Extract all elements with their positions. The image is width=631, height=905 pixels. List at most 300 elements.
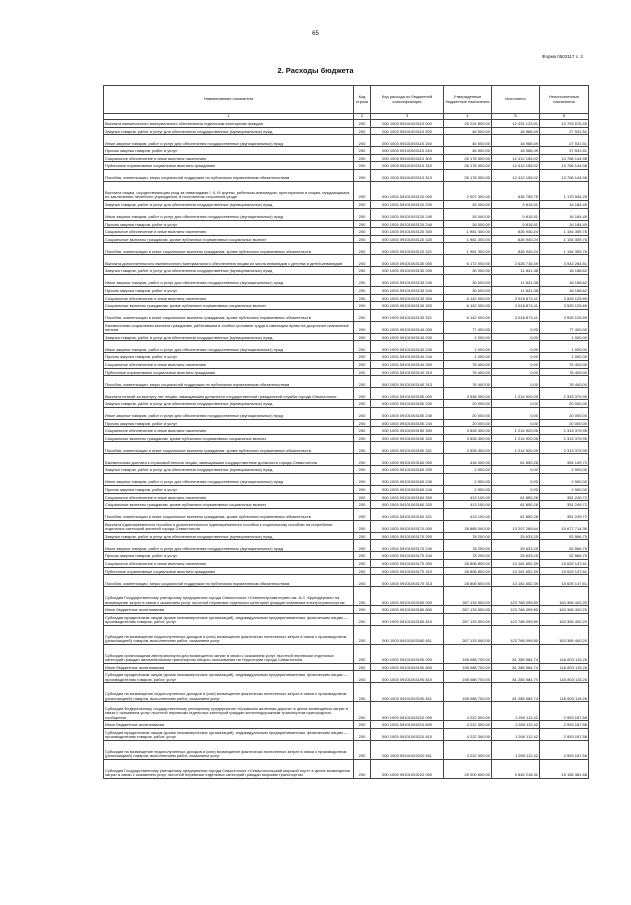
row-line-code: 200 [354, 181, 371, 200]
row-line-code: 200 [354, 302, 371, 310]
header-approved: Утвержденные бюджетные назначения [444, 86, 492, 114]
row-line-code: 200 [354, 587, 371, 606]
row-approved: 413 100,00 [444, 493, 492, 501]
row-line-code: 200 [354, 520, 371, 532]
row-name: Прочая закупка товаров, работ и услуг [104, 286, 354, 294]
row-executed: 1 269 112,42 [492, 702, 540, 721]
table-row [104, 333, 589, 341]
row-unexecuted: 18 158,62 [540, 286, 589, 294]
column-number: 2 [354, 114, 371, 120]
row-approved: 6 142 000,00 [444, 309, 492, 321]
row-name: Субсидия Государственному унитарному предприятию города Севастополя «Севэлектроавтотранс им. А.С. Круподерова» на возмещение затрат в связи с оказанием услуг льготной перевозки отдельных категорий граждан наземным электротранспортом [104, 587, 354, 606]
row-class-code: 000 1003 09101003140 300 [371, 360, 444, 368]
table-row [104, 683, 589, 702]
row-class-code: 000 1003 09101003120 300 [371, 228, 444, 236]
row-unexecuted: 76 400,00 [540, 368, 589, 376]
row-executed: 123 768 099,80 [492, 606, 540, 614]
row-unexecuted: 2 953 187,58 [540, 729, 589, 741]
row-name: Социальное обеспечение и иные выплаты населению [104, 427, 354, 435]
row-unexecuted: 3 525 125,89 [540, 309, 589, 321]
row-executed: 81 285 584,74 [492, 683, 540, 702]
row-name: Пособия, компенсации, меры социальной поддержки по публичным нормативным обязательствам [104, 169, 354, 181]
row-class-code: 000 1003 09101003110 000 [371, 120, 444, 128]
table-row [104, 721, 589, 729]
row-name: Закупка товаров, работ и услуг для обеспечения государственных (муниципальных) нужд [104, 333, 354, 341]
row-unexecuted: 20 000,00 [540, 407, 589, 419]
table-row [104, 235, 589, 243]
row-class-code: 000 1003 09101003110 313 [371, 169, 444, 181]
row-name: Иные закупки товаров, работ и услуг для обеспечения государственных (муниципальных) нужд [104, 407, 354, 419]
row-executed: 9 815,51 [492, 200, 540, 208]
row-class-code: 000 1003 09101003160 240 [371, 474, 444, 486]
row-line-code: 200 [354, 540, 371, 552]
table-row [104, 267, 589, 275]
row-approved: 6 142 000,00 [444, 294, 492, 302]
row-line-code: 200 [354, 368, 371, 376]
row-line-code: 200 [354, 560, 371, 568]
table-row [104, 388, 589, 400]
row-unexecuted: 18 158,62 [540, 267, 589, 275]
row-line-code: 200 [354, 741, 371, 760]
row-name: Ежемесячная социальная выплата гражданам, работавшим в особых условиях труда и имеющим право на досрочное назначение пенсии [104, 321, 354, 333]
row-approved: 2 900,00 [444, 466, 492, 474]
row-approved: 76 400,00 [444, 376, 492, 388]
row-unexecuted: 3 525 125,89 [540, 302, 589, 310]
row-executed: 9 815,51 [492, 220, 540, 228]
row-class-code: 000 1003 09101003120 000 [371, 181, 444, 200]
row-name: Социальное обеспечение и иные выплаты населению [104, 294, 354, 302]
row-executed: 0,00 [492, 486, 540, 494]
table-row [104, 169, 589, 181]
row-name: Закупка товаров, работ и услуг для обеспечения государственных (муниципальных) нужд [104, 532, 354, 540]
row-executed: 11 841,38 [492, 274, 540, 286]
header-unexecuted: Неисполненные назначения [540, 86, 589, 114]
row-executed: 0,00 [492, 474, 540, 486]
row-executed: 826 940,24 [492, 228, 540, 236]
row-name: Пособия, компенсации, меры социальной поддержки по публичным нормативным обязательствам [104, 376, 354, 388]
row-unexecuted: 76 400,00 [540, 360, 589, 368]
row-executed: 0,00 [492, 353, 540, 361]
row-class-code: 000 1003 09101003170 244 [371, 552, 444, 560]
row-approved: 26 178 300,00 [444, 169, 492, 181]
table-row [104, 508, 589, 520]
row-executed: 1 269 112,42 [492, 729, 540, 741]
row-name: Выплата дополнительного ежемесячного материального обеспечения лицам из числа инвалидов с детства и детей-инвалидов [104, 255, 354, 267]
row-class-code: 000 1003 09101003160 320 [371, 501, 444, 509]
row-name: Социальные выплаты гражданам, кроме публичных нормативных социальных выплат [104, 434, 354, 442]
row-name: Социальные выплаты гражданам, кроме публичных нормативных социальных выплат [104, 302, 354, 310]
row-approved: 3 548 300,00 [444, 388, 492, 400]
row-approved: 198 088 700,00 [444, 671, 492, 683]
row-unexecuted: 15 625 147,61 [540, 567, 589, 575]
row-executed: 61 850,28 [492, 501, 540, 509]
row-line-code: 200 [354, 486, 371, 494]
table-row [104, 376, 589, 388]
row-approved: 28 885 000,00 [444, 520, 492, 532]
row-class-code: 000 1003 09101003140 240 [371, 341, 444, 353]
row-approved: 26 178 300,00 [444, 154, 492, 162]
row-executed: 12 431 123,51 [492, 120, 540, 128]
row-executed: 2 616 874,11 [492, 302, 540, 310]
row-unexecuted: 1 170 544,25 [540, 181, 589, 200]
row-name: Субсидии на возмещение недополученных доходов и (или) возмещение фактически понесенных затрат в связи с производством (реализацией) товаров, выполнением работ, оказанием услуг [104, 741, 354, 760]
row-line-code: 200 [354, 663, 371, 671]
row-approved: 1 000,00 [444, 333, 492, 341]
row-unexecuted: 1 154 359,76 [540, 228, 589, 236]
row-class-code: 000 1003 09101003120 244 [371, 220, 444, 228]
table-row [104, 400, 589, 408]
row-executed: 1 214 920,05 [492, 388, 540, 400]
row-line-code: 200 [354, 255, 371, 267]
row-executed: 0,00 [492, 321, 540, 333]
row-executed: 13 181 652,39 [492, 575, 540, 587]
row-name: Субсидия Федеральному государственному унитарному предприятию «Крымская железная дорога» в целях возмещения затрат в связи с оказанием услуг льготной перевозки отдельных категорий граждан железнодорожным транспортом пригородного сообщения [104, 702, 354, 721]
row-unexecuted: 116 803 115,26 [540, 683, 589, 702]
row-class-code: 000 1003 09101003120 240 [371, 208, 444, 220]
row-approved: 30 000,00 [444, 274, 492, 286]
row-name: Закупка товаров, работ и услуг для обеспечения государственных (муниципальных) нужд [104, 127, 354, 135]
row-line-code: 200 [354, 341, 371, 353]
row-unexecuted: 20 000,00 [540, 419, 589, 427]
row-unexecuted: 2 953 187,58 [540, 702, 589, 721]
row-line-code: 200 [354, 606, 371, 614]
row-unexecuted: 116 803 115,26 [540, 663, 589, 671]
row-line-code: 200 [354, 466, 371, 474]
row-class-code: 000 1003 09101003210 000 [371, 702, 444, 721]
row-approved: 198 088 700,00 [444, 644, 492, 663]
row-executed: 123 768 099,80 [492, 587, 540, 606]
row-class-code: 000 1003 09101003170 000 [371, 520, 444, 532]
row-unexecuted: 163 365 400,20 [540, 606, 589, 614]
row-class-code: 000 1003 09101003180 800 [371, 606, 444, 614]
table-row [104, 625, 589, 644]
row-name: Выплата пенсий за выслугу лет лицам, замещавшим должности государственной гражданской службы города Севастополя [104, 388, 354, 400]
row-unexecuted: 163 365 400,20 [540, 613, 589, 625]
row-unexecuted: 1 000,00 [540, 341, 589, 353]
row-line-code: 200 [354, 729, 371, 741]
row-approved: 287 133 500,00 [444, 625, 492, 644]
table-row [104, 154, 589, 162]
row-approved: 30 000,00 [444, 267, 492, 275]
row-approved: 4 222 300,00 [444, 741, 492, 760]
row-class-code: 000 1003 09101003150 200 [371, 400, 444, 408]
row-line-code: 200 [354, 721, 371, 729]
row-class-code: 000 1003 09101003150 240 [371, 407, 444, 419]
row-class-code: 000 1003 09101003150 300 [371, 427, 444, 435]
row-class-code: 000 1003 09101003130 200 [371, 267, 444, 275]
row-class-code: 000 1003 09101003180 000 [371, 587, 444, 606]
row-name: Социальное обеспечение и иные выплаты населению [104, 154, 354, 162]
table-row [104, 341, 589, 353]
table-row [104, 486, 589, 494]
row-unexecuted: 27 531,51 [540, 127, 589, 135]
table-row [104, 671, 589, 683]
row-line-code: 200 [354, 575, 371, 587]
row-unexecuted: 15 625 147,61 [540, 575, 589, 587]
row-name: Субсидии юридическим лицам (кроме некоммерческих организаций), индивидуальным предпринимателям, физическим лицам — производителям товаров, работ, услуг [104, 613, 354, 625]
row-class-code: 000 1003 09101003160 300 [371, 493, 444, 501]
row-class-code: 000 1003 09101003140 313 [371, 376, 444, 388]
row-name: Прочая закупка товаров, работ и услуг [104, 147, 354, 155]
row-approved: 26 224 800,00 [444, 120, 492, 128]
row-executed: 9 815,51 [492, 208, 540, 220]
row-approved: 4 222 300,00 [444, 702, 492, 721]
row-line-code: 200 [354, 407, 371, 419]
row-executed: 13 207 285,64 [492, 520, 540, 532]
row-executed: 1 214 920,05 [492, 434, 540, 442]
row-line-code: 200 [354, 644, 371, 663]
row-executed: 1 269 112,42 [492, 721, 540, 729]
table-row [104, 552, 589, 560]
row-executed: 13 181 652,39 [492, 560, 540, 568]
row-name: Социальные выплаты гражданам, кроме публичных нормативных социальных выплат [104, 235, 354, 243]
table-row [104, 587, 589, 606]
row-executed: 2 616 874,11 [492, 294, 540, 302]
table-row [104, 368, 589, 376]
row-line-code: 200 [354, 625, 371, 644]
row-name: Закупка товаров, работ и услуг для обеспечения государственных (муниципальных) нужд [104, 267, 354, 275]
row-approved: 1 981 300,00 [444, 228, 492, 236]
row-name: Иные закупки товаров, работ и услуг для обеспечения государственных (муниципальных) нужд [104, 341, 354, 353]
table-row [104, 454, 589, 466]
expenses-table [103, 85, 589, 779]
table-row [104, 309, 589, 321]
row-line-code: 200 [354, 169, 371, 181]
row-class-code: 000 1003 09101003110 300 [371, 154, 444, 162]
row-approved: 3 528 300,00 [444, 442, 492, 454]
row-approved: 287 133 500,00 [444, 613, 492, 625]
row-class-code: 000 1003 09101003120 321 [371, 243, 444, 255]
row-unexecuted: 2 900,00 [540, 486, 589, 494]
row-line-code: 200 [354, 228, 371, 236]
row-executed: 61 850,28 [492, 508, 540, 520]
row-class-code: 000 1003 09101003170 310 [371, 567, 444, 575]
row-line-code: 200 [354, 162, 371, 170]
table-row [104, 419, 589, 427]
row-unexecuted: 163 365 400,20 [540, 587, 589, 606]
section-title: 2. Расходы бюджета [277, 66, 354, 75]
table-row [104, 702, 589, 721]
row-approved: 26 000,00 [444, 200, 492, 208]
row-class-code: 000 1003 09101003120 320 [371, 235, 444, 243]
row-line-code: 200 [354, 267, 371, 275]
table-row [104, 501, 589, 509]
row-approved: 198 088 700,00 [444, 663, 492, 671]
row-name: Прочая закупка товаров, работ и услуг [104, 552, 354, 560]
row-line-code: 200 [354, 321, 371, 333]
row-line-code: 200 [354, 120, 371, 128]
row-executed: 61 850,28 [492, 493, 540, 501]
row-unexecuted: 2 313 379,95 [540, 427, 589, 435]
row-unexecuted: 13 766 144,98 [540, 162, 589, 170]
row-approved: 78 200,00 [444, 532, 492, 540]
row-name: Прочая закупка товаров, работ и услуг [104, 486, 354, 494]
row-line-code: 200 [354, 613, 371, 625]
row-name: Пособия, компенсации и иные социальные выплаты гражданам, кроме публичных нормативных обязательств [104, 309, 354, 321]
table-row [104, 286, 589, 294]
row-line-code: 200 [354, 532, 371, 540]
row-unexecuted: 52 566,75 [540, 540, 589, 552]
row-name: Субсидии на возмещение недополученных доходов и (или) возмещение фактически понесенных затрат в связи с производством (реализацией) товаров, выполнением работ, оказанием услуг [104, 683, 354, 702]
table-row [104, 127, 589, 135]
row-class-code: 000 1003 09101003190 800 [371, 663, 444, 671]
row-executed: 0,00 [492, 400, 540, 408]
table-row [104, 208, 589, 220]
row-name: Иные закупки товаров, работ и услуг для обеспечения государственных (муниципальных) нужд [104, 540, 354, 552]
row-approved: 28 806 800,00 [444, 560, 492, 568]
row-name: Ежемесячная доплата к страховой пенсии лицам, замещавшим государственные должности города Севастополя [104, 454, 354, 466]
row-unexecuted: 16 184,49 [540, 200, 589, 208]
row-approved: 4 222 300,00 [444, 729, 492, 741]
row-class-code: 000 1003 09101003160 200 [371, 466, 444, 474]
row-approved: 20 000,00 [444, 407, 492, 419]
row-unexecuted: 2 313 379,95 [540, 434, 589, 442]
table-row [104, 760, 589, 779]
table-row [104, 532, 589, 540]
row-line-code: 200 [354, 274, 371, 286]
table-row [104, 360, 589, 368]
row-unexecuted: 351 249,72 [540, 501, 589, 509]
row-unexecuted: 13 766 144,98 [540, 169, 589, 181]
table-row [104, 243, 589, 255]
row-class-code: 000 1003 09101003190 000 [371, 644, 444, 663]
row-name: Прочая закупка товаров, работ и услуг [104, 419, 354, 427]
row-unexecuted: 163 365 400,20 [540, 625, 589, 644]
row-line-code: 200 [354, 360, 371, 368]
row-approved: 30 000,00 [444, 286, 492, 294]
row-unexecuted: 351 249,72 [540, 508, 589, 520]
row-class-code: 000 1003 09101003120 200 [371, 200, 444, 208]
table-row [104, 613, 589, 625]
row-line-code: 200 [354, 154, 371, 162]
row-line-code: 200 [354, 493, 371, 501]
row-class-code: 000 1003 09101003210 811 [371, 741, 444, 760]
row-name: Субсидии юридическим лицам (кроме некоммерческих организаций), индивидуальным предпринимателям, физическим лицам — производителям товаров, работ, услуг [104, 729, 354, 741]
table-row [104, 135, 589, 147]
row-approved: 3 528 300,00 [444, 434, 492, 442]
row-class-code: 000 1003 09101003170 313 [371, 575, 444, 587]
row-name: Публичные нормативные социальные выплаты гражданам [104, 567, 354, 575]
row-class-code: 000 1003 09101003170 200 [371, 532, 444, 540]
row-line-code: 200 [354, 427, 371, 435]
row-unexecuted: 1 154 359,76 [540, 243, 589, 255]
row-executed: 0,00 [492, 466, 540, 474]
table-row [104, 741, 589, 760]
row-executed: 25 633,25 [492, 532, 540, 540]
row-executed: 0,00 [492, 341, 540, 353]
row-executed: 1 214 920,05 [492, 427, 540, 435]
row-class-code: 000 1003 09101003140 200 [371, 333, 444, 341]
table-row [104, 729, 589, 741]
row-executed: 2 628 715,49 [492, 255, 540, 267]
row-class-code: 000 1003 09101003150 244 [371, 419, 444, 427]
row-approved: 6 172 000,00 [444, 255, 492, 267]
table-row [104, 321, 589, 333]
row-approved: 198 088 700,00 [444, 683, 492, 702]
row-name: Иные закупки товаров, работ и услуг для обеспечения государственных (муниципальных) нужд [104, 208, 354, 220]
header-name: Наименование показателя [104, 86, 354, 114]
table-row [104, 162, 589, 170]
row-unexecuted: 15 155 381,68 [540, 760, 589, 779]
row-name: Выплата ежемесячного материального обеспечения отдельным категориям граждан [104, 120, 354, 128]
row-approved: 4 222 300,00 [444, 721, 492, 729]
row-executed: 0,00 [492, 360, 540, 368]
row-executed: 0,00 [492, 368, 540, 376]
table-row [104, 228, 589, 236]
row-executed: 9 845 218,32 [492, 760, 540, 779]
row-name: Прочая закупка товаров, работ и услуг [104, 220, 354, 228]
column-number: 3 [371, 114, 444, 120]
row-approved: 287 133 500,00 [444, 606, 492, 614]
row-line-code: 200 [354, 419, 371, 427]
row-line-code: 200 [354, 760, 371, 779]
row-unexecuted: 15 677 714,36 [540, 520, 589, 532]
column-number: 6 [540, 114, 589, 120]
row-name: Закупка товаров, работ и услуг для обеспечения государственных (муниципальных) нужд [104, 200, 354, 208]
row-unexecuted: 2 313 379,95 [540, 442, 589, 454]
row-unexecuted: 2 953 187,58 [540, 721, 589, 729]
row-line-code: 200 [354, 454, 371, 466]
row-name: Иные бюджетные ассигнования [104, 663, 354, 671]
row-unexecuted: 354 149,72 [540, 454, 589, 466]
row-line-code: 200 [354, 135, 371, 147]
table-row [104, 255, 589, 267]
row-class-code: 000 1003 09101003180 811 [371, 625, 444, 644]
row-class-code: 000 1003 09101003190 810 [371, 671, 444, 683]
row-name: Субсидия Государственному унитарному предприятию города Севастополя «Севастопольский морской порт» в целях возмещения затрат в связи с оказанием услуг льготной перевозки отдельных категорий граждан морским транспортом [104, 760, 354, 779]
row-unexecuted: 76 400,00 [540, 376, 589, 388]
row-executed: 25 633,25 [492, 552, 540, 560]
table-row [104, 644, 589, 663]
row-approved: 46 500,00 [444, 147, 492, 155]
table-header-row [104, 86, 589, 114]
row-name: Иные бюджетные ассигнования [104, 606, 354, 614]
row-line-code: 200 [354, 400, 371, 408]
row-name: Социальные выплаты гражданам, кроме публичных нормативных социальных выплат [104, 501, 354, 509]
row-unexecuted: 27 531,51 [540, 147, 589, 155]
row-executed: 18 968,49 [492, 147, 540, 155]
row-executed: 2 616 874,11 [492, 309, 540, 321]
row-approved: 76 400,00 [444, 360, 492, 368]
row-executed: 81 285 584,74 [492, 644, 540, 663]
row-name: Публичные нормативные социальные выплаты гражданам [104, 368, 354, 376]
row-class-code: 000 1003 09101003140 310 [371, 368, 444, 376]
column-number: 4 [444, 114, 492, 120]
row-line-code: 200 [354, 243, 371, 255]
row-class-code: 000 1003 09101003130 320 [371, 302, 444, 310]
table-row [104, 407, 589, 419]
row-approved: 287 133 500,00 [444, 587, 492, 606]
row-line-code: 200 [354, 333, 371, 341]
row-class-code: 000 1003 09101003140 000 [371, 321, 444, 333]
row-name: Пособия, компенсации и иные социальные выплаты гражданам, кроме публичных нормативных обязательств [104, 508, 354, 520]
row-approved: 3 528 300,00 [444, 427, 492, 435]
row-unexecuted: 3 525 125,89 [540, 294, 589, 302]
row-unexecuted: 1 000,00 [540, 353, 589, 361]
table-row [104, 663, 589, 671]
row-executed: 826 940,24 [492, 235, 540, 243]
row-class-code: 000 1003 09101003150 000 [371, 388, 444, 400]
row-executed: 0,00 [492, 419, 540, 427]
row-name: Социальное обеспечение и иные выплаты населению [104, 228, 354, 236]
row-name: Прочая закупка товаров, работ и услуг [104, 353, 354, 361]
row-executed: 13 181 652,39 [492, 567, 540, 575]
row-class-code: 000 1003 09101003110 240 [371, 135, 444, 147]
row-class-code: 000 1003 09101003170 240 [371, 540, 444, 552]
row-class-code: 000 1003 09101003140 244 [371, 353, 444, 361]
row-line-code: 200 [354, 388, 371, 400]
row-executed: 18 968,49 [492, 135, 540, 147]
